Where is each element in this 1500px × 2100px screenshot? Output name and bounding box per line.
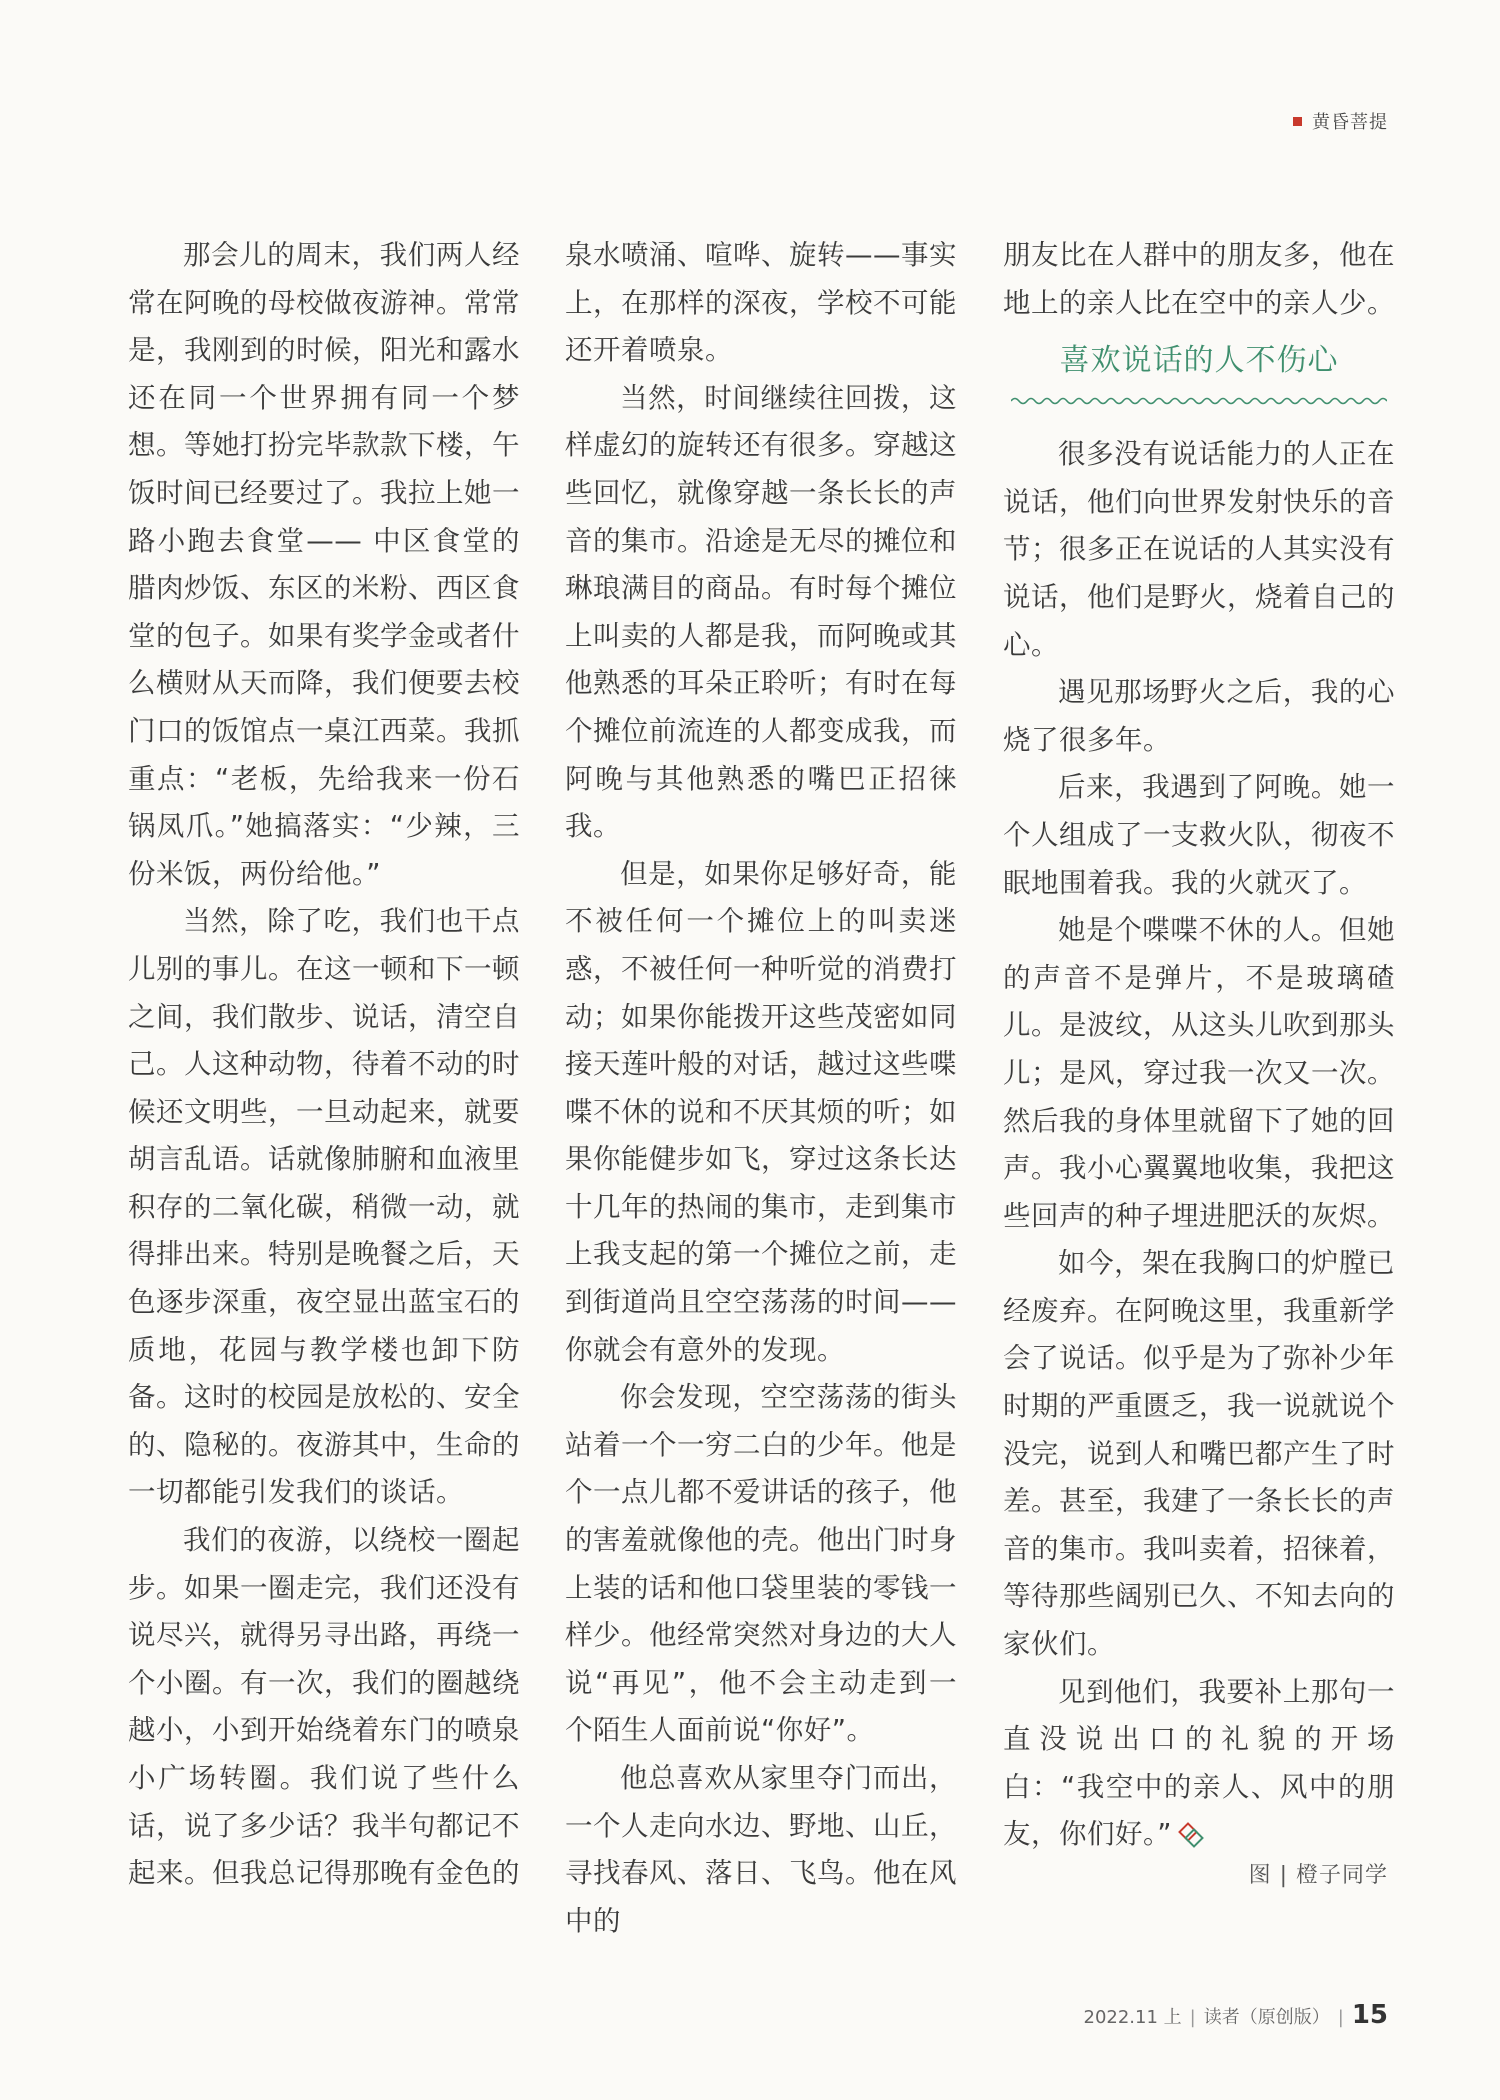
section-marker-icon <box>1293 117 1302 126</box>
footer-divider: | <box>1189 2007 1196 2028</box>
subheading-text: 喜欢说话的人不伤心 <box>1059 343 1339 379</box>
wavy-underline-icon <box>1011 395 1387 407</box>
paragraph-continued: 泉水喷涌、喧哗、旋转——事实上，在那样的深夜，学校不可能还开着喷泉。 <box>565 239 957 367</box>
issue-date: 2022.11 上 <box>1083 2007 1182 2028</box>
section-tag <box>1293 108 1388 134</box>
text-column-2 <box>565 232 957 1945</box>
paragraph: 如今，架在我胸口的炉膛已经废弃。在阿晚这里，我重新学会了说话。似乎是为了弥补少年时期的严重匮乏，我一说就说个没完，说到人和嘴巴都产生了时差。甚至，我建了一条长长的声音的集市。我叫卖着，招徕着，等待那些阔别已久、不知去向的家伙们。 <box>1003 1247 1395 1661</box>
magazine-name: 读者（原创版） <box>1203 2007 1330 2028</box>
paragraph: 你会发现，空空荡荡的街头站着一个一穷二白的少年。他是个一点儿都不爱讲话的孩子，他的害羞就像他的壳。他出门时身上装的话和他口袋里装的零钱一样少。他经常突然对身边的大人说“再见”，他不会主动走到一个陌生人面前说“你好”。 <box>565 1381 957 1747</box>
text-column-3 <box>1003 232 1395 1859</box>
page-footer <box>1084 2000 1389 2030</box>
paragraph-final <box>1003 1669 1395 1859</box>
footer-divider: | <box>1337 2007 1344 2028</box>
paragraph: 他总喜欢从家里夺门而出，一个人走向水边、野地、山丘，寻找春风、落日、飞鸟。他在风中的 <box>565 1762 957 1937</box>
page-number: 15 <box>1351 2000 1388 2030</box>
paragraph: 遇见那场野火之后，我的心烧了很多年。 <box>1003 676 1395 756</box>
text-column-1 <box>128 232 520 1898</box>
paragraph: 她是个喋喋不休的人。但她的声音不是弹片，不是玻璃碴儿。是波纹，从这头儿吹到那头儿；是风，穿过我一次又一次。然后我的身体里就留下了她的回声。我小心翼翼地收集，我把这些回声的种子埋进肥沃的灰烬。 <box>1003 914 1395 1232</box>
paragraph-final-text: 见到他们，我要补上那句一直没说出口的礼貌的开场白：“我空中的亲人、风中的朋友，你们好。” <box>1003 1675 1395 1851</box>
paragraph: 很多没有说话能力的人正在说话，他们向世界发射快乐的音节；很多正在说话的人其实没有说话，他们是野火，烧着自己的心。 <box>1003 438 1395 661</box>
paragraph: 我们的夜游，以绕校一圈起步。如果一圈走完，我们还没有说尽兴，就得另寻出路，再绕一个小圈。有一次，我们的圈越绕越小，小到开始绕着东门的喷泉小广场转圈。我们说了些什么话，说了多少话？我半句都记不起来。但我总记得那晚有金色的 <box>128 1524 520 1890</box>
illustration-credit: 图 | 橙子同学 <box>1248 1863 1388 1888</box>
paragraph-continued: 朋友比在人群中的朋友多，他在地上的亲人比在空中的亲人少。 <box>1003 239 1395 319</box>
paragraph: 当然，除了吃，我们也干点儿别的事儿。在这一顿和下一顿之间，我们散步、说话，清空自己。人这种动物，待着不动的时候还文明些，一旦动起来，就要胡言乱语。话就像肺腑和血液里积存的二氧化碳，稍微一动，就得排出来。特别是晚餐之后，天色逐步深重，夜空显出蓝宝石的质地，花园与教学楼也卸下防备。这时的校园是放松的、安全的、隐秘的。夜游其中，生命的一切都能引发我们的谈话。 <box>128 905 520 1509</box>
paragraph: 但是，如果你足够好奇，能不被任何一个摊位上的叫卖迷惑，不被任何一种听觉的消费打动；如果你能拨开这些茂密如同接天莲叶般的对话，越过这些喋喋不休的说和不厌其烦的听；如果你能健步如飞，穿过这条长达十几年的热闹的集市，走到集市上我支起的第一个摊位之前，走到街道尚且空空荡荡的时间——你就会有意外的发现。 <box>565 857 957 1366</box>
paragraph: 那会儿的周末，我们两人经常在阿晚的母校做夜游神。常常是，我刚到的时候，阳光和露水还在同一个世界拥有同一个梦想。等她打扮完毕款款下楼，午饭时间已经要过了。我拉上她一路小跑去食堂—— 中区食堂的腊肉炒饭、东区的米粉、西区食堂的包子。如果有奖学金或者什么横财从天而降，我们便要去校门口的饭馆点一桌江西菜。我抓重点：“老板，先给我来一份石锅凤爪。”她搞落实：“少辣，三份米饭，两份给他。” <box>128 239 520 890</box>
subheading <box>1003 327 1395 431</box>
section-title: 黄昏菩提 <box>1312 112 1388 133</box>
end-mark-icon <box>1178 1822 1204 1848</box>
paragraph: 后来，我遇到了阿晚。她一个人组成了一支救火队，彻夜不眠地围着我。我的火就灭了。 <box>1003 771 1395 899</box>
paragraph: 当然，时间继续往回拨，这样虚幻的旋转还有很多。穿越这些回忆，就像穿越一条长长的声音的集市。沿途是无尽的摊位和琳琅满目的商品。有时每个摊位上叫卖的人都是我，而阿晚或其他熟悉的耳朵正聆听；有时在每个摊位前流连的人都变成我，而阿晚与其他熟悉的嘴巴正招徕我。 <box>565 381 957 843</box>
